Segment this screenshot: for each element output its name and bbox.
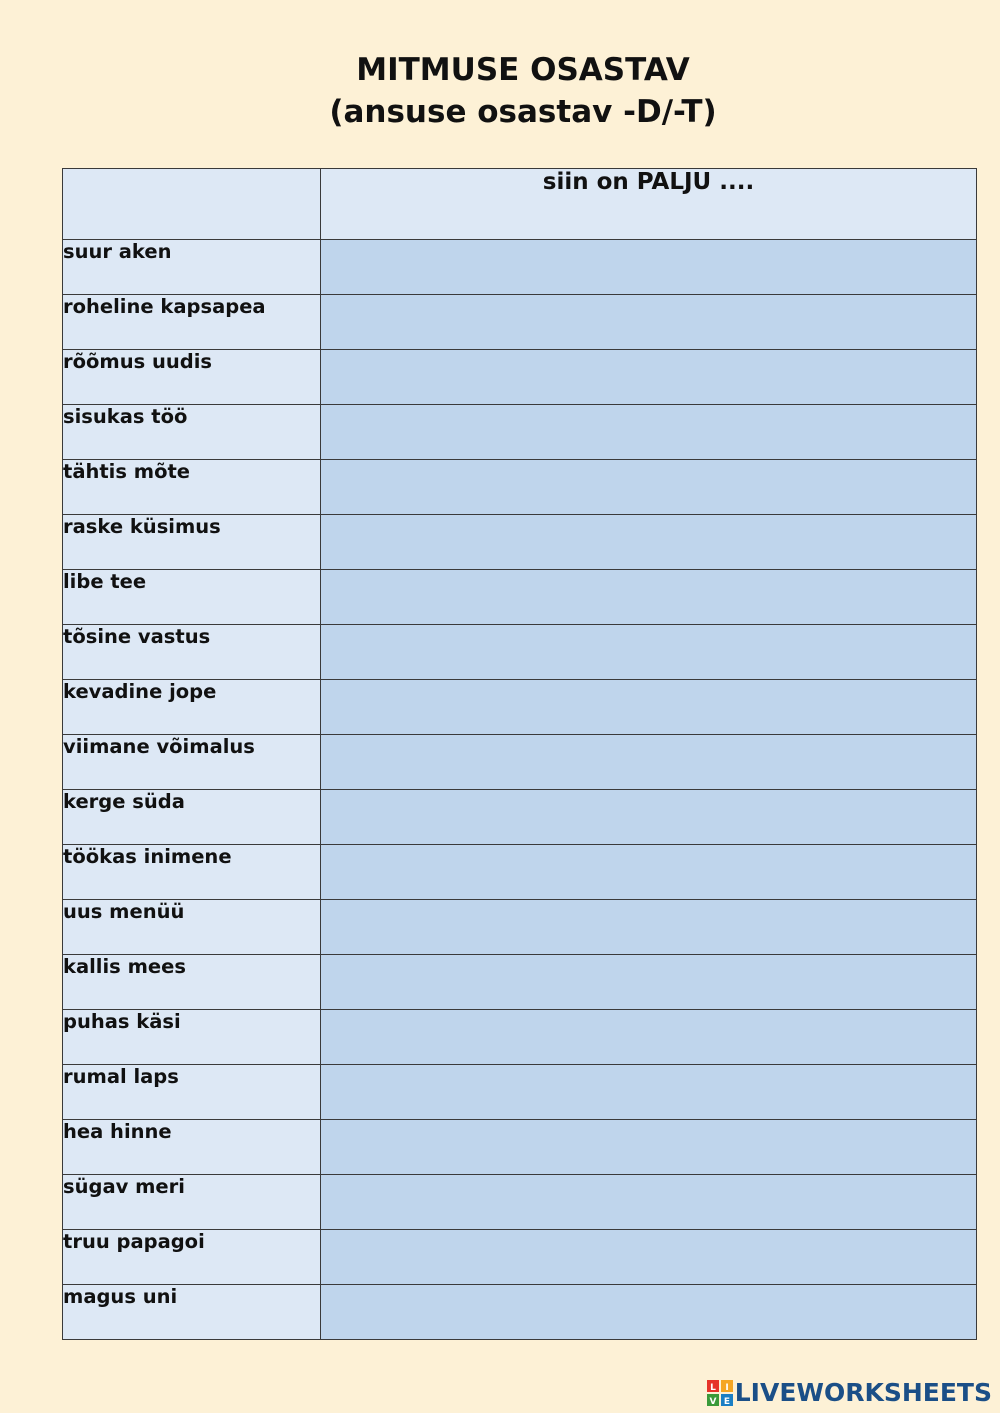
phrase-label: töökas inimene: [63, 845, 321, 900]
table-row: [63, 955, 977, 1010]
phrase-label: kevadine jope: [63, 680, 321, 735]
brand-text: LIVEWORKSHEETS: [734, 1378, 992, 1407]
table-header-row: [63, 169, 977, 240]
svg-text:I: I: [725, 1382, 729, 1393]
answer-input[interactable]: [321, 1285, 977, 1340]
answer-input[interactable]: [321, 295, 977, 350]
phrase-label: viimane võimalus: [63, 735, 321, 790]
table-row: [63, 240, 977, 295]
exercise-table: [62, 168, 977, 1340]
answer-input[interactable]: [321, 900, 977, 955]
phrase-label: uus menüü: [63, 900, 321, 955]
answer-input[interactable]: [321, 955, 977, 1010]
phrase-label: sisukas töö: [63, 405, 321, 460]
table-row: [63, 350, 977, 405]
table-row: [63, 680, 977, 735]
table-row: [63, 1010, 977, 1065]
answer-input[interactable]: [321, 515, 977, 570]
answer-input[interactable]: [321, 240, 977, 295]
phrase-label: hea hinne: [63, 1120, 321, 1175]
phrase-label: kallis mees: [63, 955, 321, 1010]
table-row: [63, 845, 977, 900]
worksheet-subtitle: (ansuse osastav -D/-T): [329, 94, 717, 130]
answer-input[interactable]: [321, 405, 977, 460]
table-row: [63, 900, 977, 955]
table-row: [63, 405, 977, 460]
answer-input[interactable]: [321, 1175, 977, 1230]
answer-input[interactable]: [321, 1230, 977, 1285]
answer-input[interactable]: [321, 350, 977, 405]
liveworksheets-brand: [707, 1378, 992, 1407]
table-row: [63, 1230, 977, 1285]
answer-input[interactable]: [321, 625, 977, 680]
phrase-label: rõõmus uudis: [63, 350, 321, 405]
table-row: [63, 1065, 977, 1120]
table-row: [63, 625, 977, 680]
table-row: [63, 295, 977, 350]
answer-input[interactable]: [321, 460, 977, 515]
phrase-label: tähtis mõte: [63, 460, 321, 515]
svg-text:E: E: [723, 1396, 730, 1406]
phrase-label: raske küsimus: [63, 515, 321, 570]
phrase-label: kerge süda: [63, 790, 321, 845]
phrase-label: magus uni: [63, 1285, 321, 1340]
table-row: [63, 570, 977, 625]
svg-text:L: L: [709, 1382, 716, 1393]
phrase-label: truu papagoi: [63, 1230, 321, 1285]
phrase-label: suur aken: [63, 240, 321, 295]
table-row: [63, 460, 977, 515]
table-row: [63, 1175, 977, 1230]
phrase-label: rumal laps: [63, 1065, 321, 1120]
phrase-label: puhas käsi: [63, 1010, 321, 1065]
phrase-label: roheline kapsapea: [63, 295, 321, 350]
worksheet-title: MITMUSE OSASTAV: [356, 52, 690, 88]
table-row: [63, 735, 977, 790]
liveworksheets-logo-icon: [707, 1380, 733, 1406]
answer-input[interactable]: [321, 790, 977, 845]
table-row: [63, 1285, 977, 1340]
table-row: [63, 790, 977, 845]
answer-input[interactable]: [321, 735, 977, 790]
answer-input[interactable]: [321, 1065, 977, 1120]
answer-input[interactable]: [321, 845, 977, 900]
answer-input[interactable]: [321, 1010, 977, 1065]
table-row: [63, 1120, 977, 1175]
phrase-label: libe tee: [63, 570, 321, 625]
answer-input[interactable]: [321, 680, 977, 735]
answer-input[interactable]: [321, 570, 977, 625]
svg-text:V: V: [709, 1396, 717, 1406]
header-cell-answers: siin on PALJU ....: [321, 169, 977, 240]
phrase-label: tõsine vastus: [63, 625, 321, 680]
table-row: [63, 515, 977, 570]
header-cell-empty: [63, 169, 321, 240]
phrase-label: sügav meri: [63, 1175, 321, 1230]
answer-input[interactable]: [321, 1120, 977, 1175]
